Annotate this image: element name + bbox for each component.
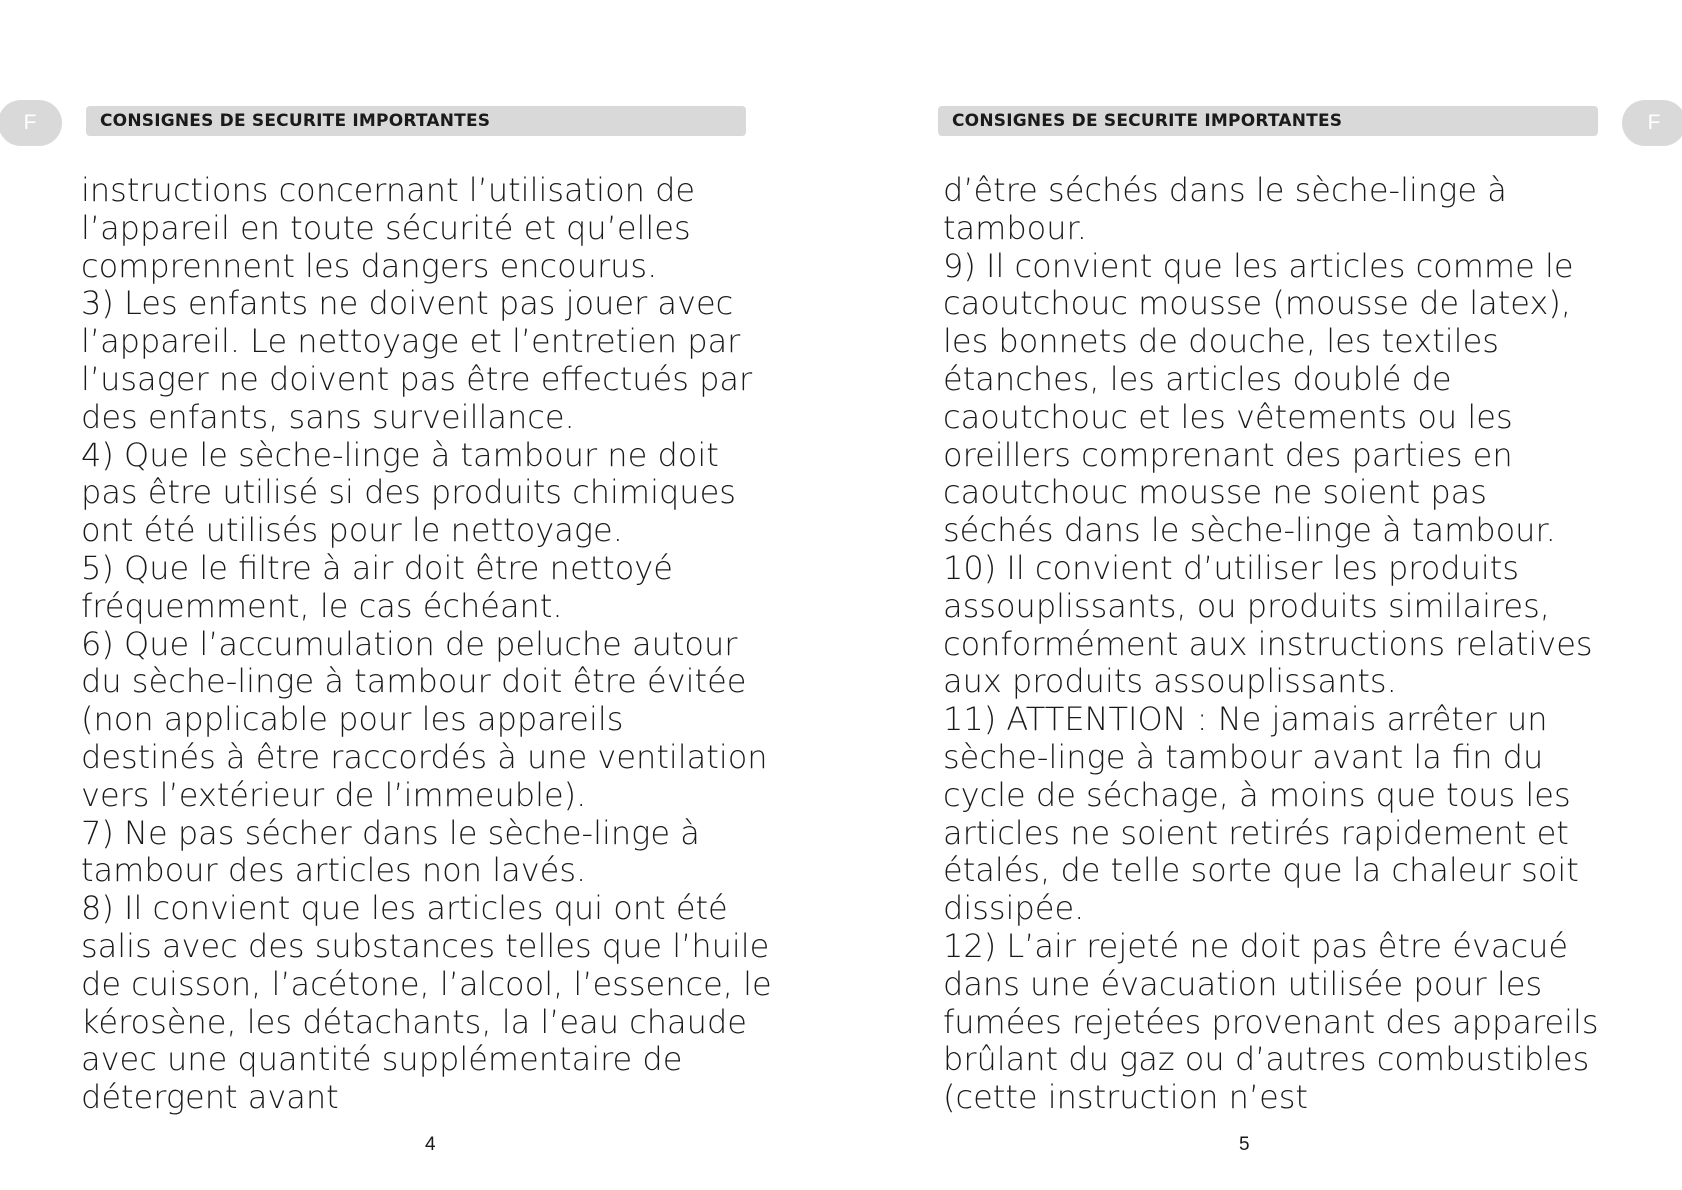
text-line: fumées rejetées provenant des appareils xyxy=(943,1002,1599,1041)
text-line: les bonnets de douche, les textiles xyxy=(943,322,1499,361)
text-line: (non applicable pour les appareils xyxy=(81,700,624,739)
text-line: brûlant du gaz ou d’autres combustibles xyxy=(943,1040,1590,1079)
text-line: avec une quantité supplémentaire de xyxy=(81,1040,683,1079)
text-line: assouplissants, ou produits similaires, xyxy=(943,586,1550,625)
text-line: 3) Les enfants ne doivent pas jouer avec xyxy=(81,284,734,323)
text-line: étanches, les articles doublé de xyxy=(943,359,1452,398)
text-line: vers l’extérieur de l’immeuble). xyxy=(81,775,587,814)
text-line: d’être séchés dans le sèche-linge à xyxy=(943,171,1507,209)
text-line: aux produits assouplissants. xyxy=(943,662,1397,701)
text-line: destinés à être raccordés à une ventilation xyxy=(81,737,768,776)
right-page xyxy=(841,0,1682,1190)
section-header: CONSIGNES DE SECURITE IMPORTANTES xyxy=(86,106,746,136)
language-badge: F xyxy=(0,100,62,146)
text-line: sèche-linge à tambour avant la fin du xyxy=(943,737,1544,776)
text-line: 9) Il convient que les articles comme le xyxy=(943,246,1574,285)
language-badge: F xyxy=(1622,100,1682,146)
text-line: l’appareil. Le nettoyage et l’entretien par xyxy=(81,322,741,361)
text-line: 5) Que le filtre à air doit être nettoyé xyxy=(81,548,673,587)
text-line: de cuisson, l’acétone, l’alcool, l’essence, le xyxy=(81,964,772,1003)
text-line: caoutchouc et les vêtements ou les xyxy=(943,397,1513,436)
text-line: salis avec des substances telles que l’huile xyxy=(81,926,770,965)
text-line: l’appareil en toute sécurité et qu’elles xyxy=(81,208,691,247)
text-line: cycle de séchage, à moins que tous les xyxy=(943,775,1571,814)
body-text xyxy=(943,172,1678,1117)
text-line: 10) Il convient d’utiliser les produits xyxy=(943,548,1519,587)
text-line: articles ne soient retirés rapidement et xyxy=(943,813,1569,852)
section-header: CONSIGNES DE SECURITE IMPORTANTES xyxy=(938,106,1598,136)
text-line: ont été utilisés pour le nettoyage. xyxy=(81,511,623,550)
text-line: 11) ATTENTION : Ne jamais arrêter un xyxy=(943,700,1548,739)
text-line: oreillers comprenant des parties en xyxy=(943,435,1513,474)
page-number: 4 xyxy=(425,1134,436,1155)
text-line: pas être utilisé si des produits chimiques xyxy=(81,473,736,512)
text-line: (cette instruction n’est xyxy=(943,1078,1308,1117)
body-text xyxy=(81,172,826,1117)
text-line: 6) Que l’accumulation de peluche autour xyxy=(81,624,738,663)
text-line: du sèche-linge à tambour doit être évitée xyxy=(81,662,747,701)
text-line: dissipée. xyxy=(943,889,1085,928)
text-line: comprennent les dangers encourus. xyxy=(81,246,658,285)
text-line: 7) Ne pas sécher dans le sèche-linge à xyxy=(81,813,700,852)
text-line: détergent avant xyxy=(81,1078,339,1117)
text-line: 8) Il convient que les articles qui ont été xyxy=(81,889,728,928)
text-line: kérosène, les détachants, la l’eau chaude xyxy=(81,1002,747,1041)
text-line: séchés dans le sèche-linge à tambour. xyxy=(943,511,1556,550)
text-line: 4) Que le sèche-linge à tambour ne doit xyxy=(81,435,719,474)
text-line: étalés, de telle sorte que la chaleur soit xyxy=(943,851,1579,890)
text-line: tambour. xyxy=(943,208,1087,247)
text-line: dans une évacuation utilisée pour les xyxy=(943,964,1543,1003)
text-line: conformément aux instructions relatives xyxy=(943,624,1593,663)
page-number: 5 xyxy=(1239,1134,1250,1155)
text-line: des enfants, sans surveillance. xyxy=(81,397,575,436)
text-line: l’usager ne doivent pas être effectués par xyxy=(81,359,753,398)
text-line: instructions concernant l’utilisation de xyxy=(81,171,696,209)
text-line: 12) L’air rejeté ne doit pas être évacué xyxy=(943,926,1569,965)
text-line: tambour des articles non lavés. xyxy=(81,851,587,890)
text-line: caoutchouc mousse ne soient pas xyxy=(943,473,1487,512)
text-line: fréquemment, le cas échéant. xyxy=(81,586,563,625)
text-line: caoutchouc mousse (mousse de latex), xyxy=(943,284,1571,323)
